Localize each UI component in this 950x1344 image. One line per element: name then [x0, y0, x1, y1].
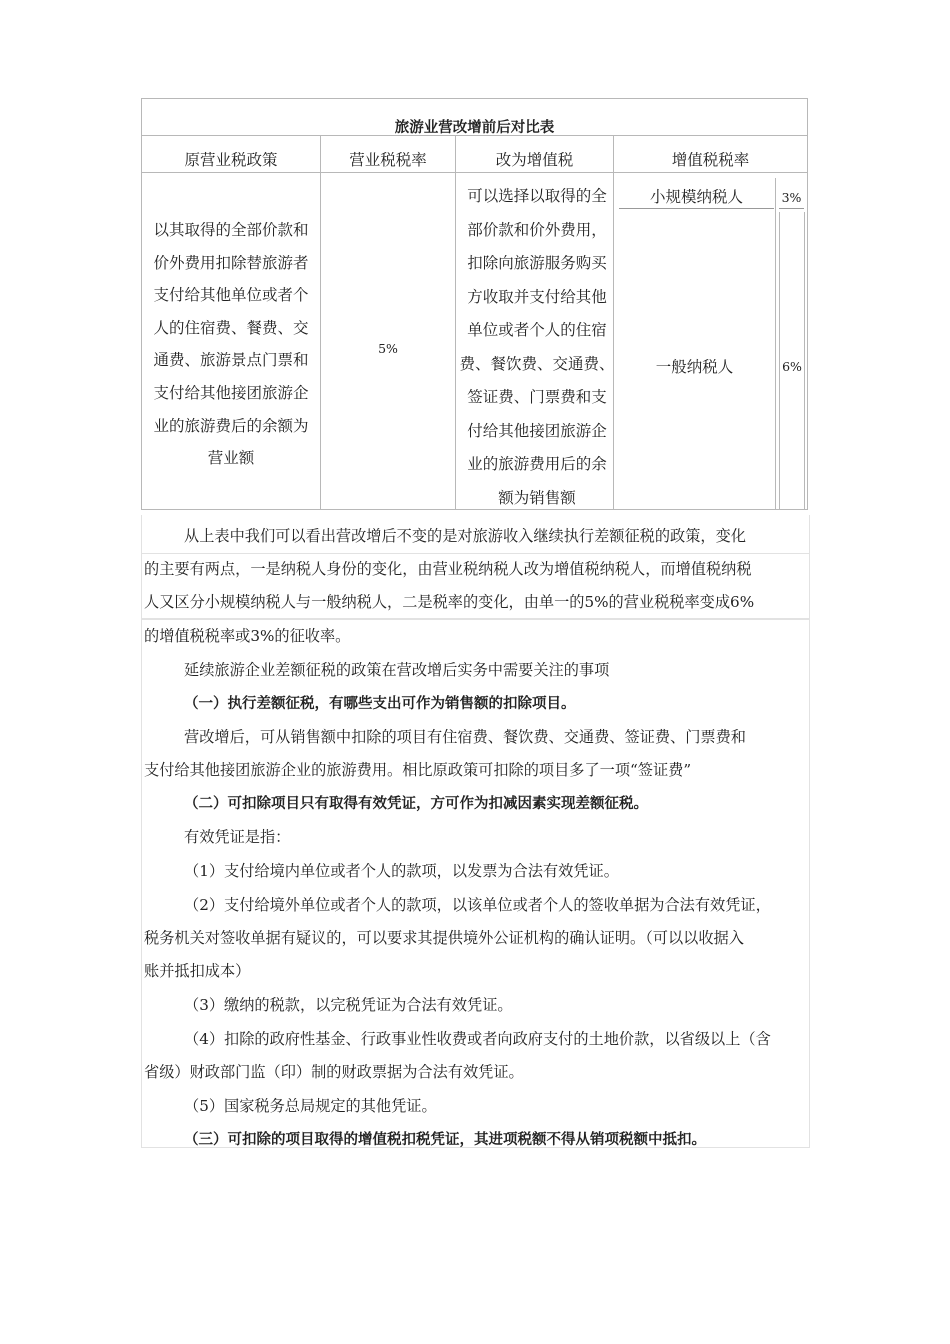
rate-col-rule	[775, 178, 776, 509]
old-policy-line: 支付给其他单位或者个	[153, 286, 309, 305]
text-line: 有效凭证是指：	[184, 828, 291, 846]
header-vat-rate: 增值税税率	[671, 151, 750, 169]
vat-policy-line: 方收取并支付给其他	[467, 287, 607, 306]
text-line: 税务机关对签收单据有疑议的，可以要求其提供境外公证机构的确认证明。（可以以收据入	[144, 929, 744, 947]
text-line: 账并抵扣成本）	[144, 962, 251, 980]
text-line: （4）扣除的政府性基金、行政事业性收费或者向政府支付的土地价款，以省级以上（含	[184, 1030, 771, 1048]
text-line: 人又区分小规模纳税人与一般纳税人，二是税率的变化，由单一的5%的营业税税率变成6%	[144, 593, 755, 611]
section-heading: （一）执行差额征税，有哪些支出可作为销售额的扣除项目。	[184, 696, 576, 712]
vat-policy-line: 签证费、门票费和支	[467, 388, 607, 406]
vat-policy-line: 付给其他接团旅游企	[467, 421, 607, 440]
vat-policy-text	[456, 180, 618, 515]
vat-policy-line: 费、餐饮费、交通费、	[459, 354, 615, 373]
vat-policy-line: 可以选择以取得的全	[467, 187, 607, 205]
old-policy-line: 营业额	[207, 449, 255, 468]
paragraph-summary	[144, 520, 808, 655]
vat-policy-line: 部价款和价外费用，	[467, 220, 607, 239]
text-line: 省级）财政部门监（印）制的财政票据为合法有效凭证。	[144, 1063, 524, 1081]
table-col-rule	[320, 136, 321, 509]
text-line: （5）国家税务总局规定的其他凭证。	[184, 1097, 437, 1115]
old-policy-line: 人的住宿费、餐费、交	[153, 318, 309, 337]
general-taxpayer-label: 一般纳税人	[655, 358, 734, 376]
text-line: 延续旅游企业差额征税的政策在营改增后实务中需要关注的事项	[184, 661, 610, 679]
old-policy-line: 支付给其他接团旅游企	[153, 383, 309, 402]
text-line: （2）支付给境外单位或者个人的款项，以该单位或者个人的签收单据为合法有效凭证，	[184, 896, 771, 914]
old-policy-line: 通费、旅游景点门票和	[153, 351, 309, 370]
business-tax-rate: 5%	[378, 340, 398, 356]
vat-policy-line: 单位或者个人的住宿	[467, 321, 607, 339]
table-rule-header	[142, 172, 807, 173]
table-border-right	[807, 98, 808, 510]
old-policy-text	[142, 214, 320, 475]
old-policy-line: 价外费用扣除替旅游者	[153, 253, 309, 272]
section-heading: （二）可扣除项目只有取得有效凭证，方可作为扣减因素实现差额征税。	[184, 796, 648, 812]
general-taxpayer-rate: 6%	[782, 358, 802, 374]
text-line: （1）支付给境内单位或者个人的款项，以发票为合法有效凭证。	[184, 862, 619, 880]
text-line: 的主要有两点，一是纳税人身份的变化，由营业税纳税人改为增值税纳税人，而增值税纳税	[144, 560, 752, 578]
table-border-top	[141, 98, 808, 99]
text-line: （3）缴纳的税款，以完税凭证为合法有效凭证。	[184, 996, 513, 1014]
section-heading: （三）可扣除的项目取得的增值税扣税凭证，其进项税额不得从销项税额中抵扣。	[184, 1132, 706, 1148]
rate-col-rule-inner-right	[804, 212, 805, 509]
vat-policy-line: 扣除向旅游服务购买	[467, 254, 607, 272]
small-taxpayer-rate: 3%	[781, 189, 802, 205]
vat-policy-line: 业的旅游费用后的余	[467, 455, 607, 473]
header-old-policy: 原营业税政策	[184, 151, 278, 169]
small-taxpayer-rule	[619, 208, 774, 209]
header-vat-change: 改为增值税	[495, 151, 574, 169]
small-taxpayer-label: 小规模纳税人	[649, 188, 743, 206]
old-policy-line: 业的旅游费后的余额为	[153, 416, 309, 435]
old-policy-line: 以其取得的全部价款和	[153, 221, 309, 239]
header-business-tax-rate: 营业税税率	[349, 151, 427, 169]
text-line: 从上表中我们可以看出营改增后不变的是对旅游收入继续执行差额征税的政策，变化	[184, 527, 746, 545]
text-line: 营改增后，可从销售额中扣除的项目有住宿费、餐饮费、交通费、签证费、门票费和	[184, 728, 746, 746]
vat-policy-line: 额为销售额	[498, 488, 576, 507]
text-line: 支付给其他接团旅游企业的旅游费用。相比原政策可扣除的项目多了一项“签证费”	[144, 761, 692, 779]
small-taxpayer-rate-rule	[779, 208, 804, 209]
text-line: 的增值税税率或3%的征收率。	[144, 627, 351, 645]
table-title: 旅游业营改增前后对比表	[394, 119, 555, 136]
